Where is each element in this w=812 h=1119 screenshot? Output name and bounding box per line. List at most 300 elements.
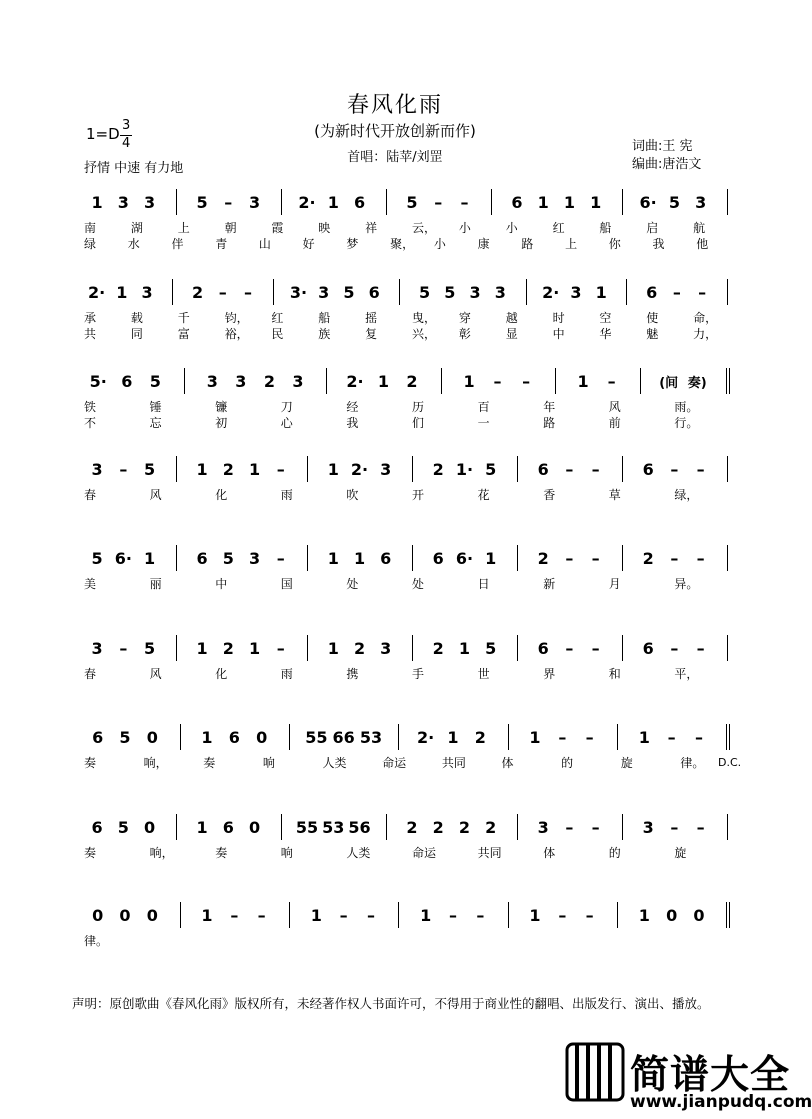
note: – <box>218 283 227 302</box>
note: 1 <box>595 283 607 302</box>
note: 2 <box>263 372 275 391</box>
note: 2· <box>88 283 106 302</box>
note: – <box>522 372 531 391</box>
note: 1 <box>327 460 339 479</box>
lyric: 使 <box>646 311 659 325</box>
barline <box>273 279 274 305</box>
barline <box>517 635 518 661</box>
lyric: 钧， <box>224 311 249 325</box>
note: 55 <box>295 818 319 837</box>
note: 53 <box>359 728 383 747</box>
lyric: 前 <box>608 416 621 430</box>
note: 0 <box>248 818 261 837</box>
lyric: 启 <box>646 221 659 235</box>
lyric: 小 <box>458 221 471 235</box>
lyric: 小 <box>433 237 446 251</box>
lyric: 命运 <box>412 846 437 860</box>
note: – <box>670 639 679 658</box>
lyric: 航 <box>693 221 706 235</box>
barline <box>398 902 399 928</box>
note: – <box>276 639 285 658</box>
barline <box>727 814 728 840</box>
lyric: 忘 <box>149 416 162 430</box>
lyric: 处 <box>346 577 359 591</box>
note: 1 <box>458 639 471 658</box>
note: 6· <box>639 193 657 212</box>
note: 3 <box>380 639 392 658</box>
lyric: 铁 <box>84 400 97 414</box>
lyric: 南 <box>84 221 97 235</box>
lyric: 历 <box>412 400 425 414</box>
note: 6 <box>368 283 380 302</box>
barline <box>289 902 290 928</box>
barline <box>184 368 185 394</box>
lyric: 旋 <box>620 756 633 770</box>
copyright-notice: 声明：原创歌曲《春风化雨》版权所有，未经著作权人书面许可，不得用于商业性的翻唱、出版发行、演出、播放。 <box>72 996 710 1011</box>
lyric: 月 <box>608 577 621 591</box>
note: 3 <box>642 818 654 837</box>
note: (间 <box>659 376 679 391</box>
note: – <box>591 639 600 658</box>
note: – <box>565 818 574 837</box>
barline <box>726 724 730 750</box>
note: 2 <box>458 818 471 837</box>
barline <box>412 545 413 571</box>
note: 5 <box>91 549 103 568</box>
note: 1 <box>420 906 432 925</box>
lyric: 世 <box>477 667 490 681</box>
barline <box>727 545 728 571</box>
barline <box>399 279 400 305</box>
note: 6 <box>121 372 133 391</box>
note: – <box>696 460 705 479</box>
note: 0 <box>256 728 268 747</box>
note: 0 <box>119 906 131 925</box>
singer-credit: 首唱：陆苹/刘罡 <box>347 150 443 165</box>
note: 3 <box>695 193 707 212</box>
note: 6 <box>222 818 234 837</box>
note: 3 <box>248 193 261 212</box>
note: 5 <box>485 460 497 479</box>
note: – <box>670 818 679 837</box>
lyric: 上 <box>177 221 190 235</box>
lyric: 风 <box>149 667 162 681</box>
time-signature-bottom: 4 <box>122 136 131 151</box>
lyric: 响 <box>280 846 293 860</box>
barline <box>412 456 413 482</box>
barline <box>441 368 442 394</box>
note: 3 <box>235 372 247 391</box>
note: 1 <box>91 193 103 212</box>
note: – <box>670 549 679 568</box>
song-title: 春风化雨 <box>346 93 443 118</box>
barline <box>555 368 556 394</box>
lyric: 响， <box>149 846 174 860</box>
note: 6 <box>537 460 549 479</box>
note: 3· <box>289 283 308 302</box>
note: – <box>585 906 594 925</box>
lyric: 穿 <box>458 311 471 325</box>
lyric: 开 <box>412 488 425 502</box>
note: 1 <box>196 639 208 658</box>
note: 6 <box>92 728 104 747</box>
barline <box>326 368 327 394</box>
barline <box>526 279 527 305</box>
note: 2 <box>432 460 444 479</box>
note: – <box>696 818 705 837</box>
note: 1 <box>485 549 497 568</box>
lyric: 响， <box>143 756 168 770</box>
note: 0 <box>144 818 156 837</box>
note: 1 <box>577 372 589 391</box>
note: 2 <box>353 639 366 658</box>
note: 1 <box>248 639 261 658</box>
lyric: 化 <box>215 667 228 681</box>
site-logo-name: 简谱大全 <box>630 1053 791 1098</box>
barline <box>289 724 290 750</box>
note: – <box>591 549 600 568</box>
note: – <box>591 460 600 479</box>
note: 3 <box>141 283 153 302</box>
barline <box>508 724 509 750</box>
note: – <box>119 460 128 479</box>
barline <box>307 545 308 571</box>
note: 6 <box>511 193 523 212</box>
note: 2 <box>222 639 234 658</box>
lyric: 经 <box>346 400 359 414</box>
note: 2 <box>642 549 654 568</box>
note: 6 <box>646 283 658 302</box>
note: 3 <box>292 372 304 391</box>
note: 1 <box>201 906 213 925</box>
note: – <box>119 639 128 658</box>
lyric: 平， <box>674 667 699 681</box>
lyric: 律。 <box>680 756 705 770</box>
note: 2 <box>222 460 234 479</box>
note: 5 <box>485 639 497 658</box>
barline <box>386 189 387 215</box>
note: 2 <box>432 818 444 837</box>
lyric: 伴 <box>171 237 184 251</box>
note: – <box>670 460 679 479</box>
note: 5 <box>144 460 156 479</box>
lyric: 命， <box>693 311 718 325</box>
note: 3 <box>91 460 103 479</box>
lyric: 族 <box>318 327 331 341</box>
lyric: 草 <box>608 488 621 502</box>
lyric: 心 <box>280 416 293 430</box>
piano-keys-icon <box>565 1040 625 1104</box>
barline <box>176 545 177 571</box>
note: – <box>224 193 233 212</box>
note: 5 <box>117 818 129 837</box>
note: 2· <box>542 283 560 302</box>
note: 1 <box>563 193 575 212</box>
lyric: 奏 <box>203 756 216 770</box>
lyric: 路 <box>521 237 534 251</box>
note: 2 <box>474 728 486 747</box>
lyric: 好 <box>302 237 315 251</box>
song-subtitle: (为新时代开放创新而作) <box>314 122 476 140</box>
barline <box>727 189 728 215</box>
note: 3 <box>144 193 156 212</box>
note: 5 <box>149 372 161 391</box>
note: – <box>565 460 574 479</box>
lyric: 风 <box>149 488 162 502</box>
note: 3 <box>380 460 392 479</box>
lyric: 化 <box>215 488 228 502</box>
barline <box>726 368 730 394</box>
lyric: 旋 <box>674 846 687 860</box>
note: – <box>585 728 594 747</box>
note: 1 <box>196 460 208 479</box>
note: 5 <box>668 193 680 212</box>
note: 5 <box>444 283 456 302</box>
note: 5 <box>222 549 234 568</box>
note: 6· <box>114 549 132 568</box>
note: 55 <box>305 728 328 747</box>
barline <box>726 902 730 928</box>
barline <box>517 545 518 571</box>
note: 3 <box>570 283 582 302</box>
note: 2 <box>485 818 497 837</box>
note: 56 <box>348 818 371 837</box>
note: 6 <box>642 460 654 479</box>
lyric: 年 <box>543 400 556 414</box>
barline <box>180 724 181 750</box>
lyric: 律。 <box>84 934 109 948</box>
note: – <box>607 372 616 391</box>
barline <box>626 279 627 305</box>
site-logo-url: www.jianpudq.com <box>630 1092 812 1112</box>
lyric: 力， <box>693 327 718 341</box>
lyric: 裕， <box>224 327 249 341</box>
note: 6 <box>380 549 392 568</box>
lyric: 人类 <box>322 756 347 770</box>
note: – <box>696 639 705 658</box>
lyric: 界 <box>543 667 556 681</box>
barline <box>517 456 518 482</box>
barline <box>727 635 728 661</box>
note: 5 <box>119 728 131 747</box>
note: 5 <box>144 639 156 658</box>
lyric: 奏 <box>215 846 228 860</box>
barline <box>281 814 282 840</box>
note: 2· <box>346 372 364 391</box>
note: – <box>476 906 485 925</box>
lyric: 船 <box>318 311 331 325</box>
lyric: 映 <box>318 221 331 235</box>
note: – <box>698 283 707 302</box>
lyric: 初 <box>215 416 228 430</box>
note: – <box>696 549 705 568</box>
note: 0 <box>92 906 104 925</box>
note: 0 <box>666 906 678 925</box>
note: – <box>257 906 266 925</box>
lyric: 处 <box>412 577 425 591</box>
note: 6 <box>353 193 366 212</box>
lyric: 锤 <box>149 400 162 414</box>
lyric: 霞 <box>271 221 284 235</box>
note: 3 <box>537 818 549 837</box>
lyric: 一 <box>477 416 490 430</box>
barline <box>172 279 173 305</box>
barline <box>617 902 618 928</box>
lyric: 美 <box>84 577 97 591</box>
lyric: 春 <box>84 488 97 502</box>
barline <box>508 902 509 928</box>
note: – <box>460 193 469 212</box>
lyric: 共同 <box>441 756 466 770</box>
lyric: 聚， <box>390 237 415 251</box>
note: – <box>276 549 285 568</box>
lyric: 云， <box>412 221 437 235</box>
lyric: 奏 <box>84 756 97 770</box>
note: 3 <box>117 193 129 212</box>
note: 0 <box>693 906 705 925</box>
barline <box>176 456 177 482</box>
lyric: 魅 <box>646 327 659 341</box>
barline <box>640 368 641 394</box>
lyric: 他 <box>696 237 709 251</box>
lyric: 承 <box>84 311 97 325</box>
note: 1 <box>144 549 156 568</box>
key-signature: 1=D <box>86 125 120 143</box>
note: 3 <box>494 283 506 302</box>
note: – <box>366 906 375 925</box>
barline <box>281 189 282 215</box>
lyric: 摇 <box>365 311 378 325</box>
note: 2· <box>350 460 369 479</box>
barline <box>176 635 177 661</box>
lyric: 雨。 <box>674 400 699 414</box>
lyric: 香 <box>543 488 556 502</box>
lyric: 湖 <box>130 221 143 235</box>
lyric: 新 <box>543 577 556 591</box>
lyric: 奏 <box>84 846 97 860</box>
lyric: 和 <box>608 667 621 681</box>
note: 2· <box>298 193 316 212</box>
note: – <box>230 906 239 925</box>
note: – <box>434 193 443 212</box>
note: 1 <box>116 283 128 302</box>
lyric: 镰 <box>215 400 228 414</box>
note: 2 <box>537 549 549 568</box>
note: 5· <box>89 372 107 391</box>
lyric: 绿 <box>84 237 97 251</box>
note: 1 <box>529 906 541 925</box>
barline <box>517 814 518 840</box>
note: 6 <box>228 728 240 747</box>
lyric: 共 <box>84 327 97 341</box>
lyric: 风 <box>608 400 621 414</box>
lyric: 路 <box>543 416 556 430</box>
time-signature-top: 3 <box>122 118 131 133</box>
note: 2 <box>406 372 418 391</box>
lyric: 小 <box>505 221 518 235</box>
lyric: 我 <box>652 237 665 251</box>
note: 3 <box>248 549 261 568</box>
barline <box>412 635 413 661</box>
note: 3 <box>91 639 103 658</box>
lyric: 的 <box>608 846 621 860</box>
barline <box>617 724 618 750</box>
note: 1 <box>310 906 322 925</box>
lyric: 雨 <box>280 667 293 681</box>
note: 6· <box>455 549 474 568</box>
lyric: 体 <box>501 756 514 770</box>
lyric: 红 <box>552 221 565 235</box>
lyric: 富 <box>177 327 190 341</box>
lyric: 花 <box>477 488 490 502</box>
barline <box>622 635 623 661</box>
lyric: 日 <box>477 577 490 591</box>
barline <box>622 189 623 215</box>
barline <box>727 456 728 482</box>
lyric: 山 <box>258 237 271 251</box>
barline <box>307 635 308 661</box>
lyric: 兴， <box>412 327 437 341</box>
lyric: 的 <box>561 756 574 770</box>
lyric: 彰 <box>458 327 471 341</box>
barline <box>386 814 387 840</box>
lyric: 红 <box>271 311 284 325</box>
note: – <box>558 728 567 747</box>
note: 5 <box>196 193 208 212</box>
note: 1 <box>638 906 650 925</box>
barline <box>622 814 623 840</box>
note: 6 <box>432 549 444 568</box>
lyric: 命运 <box>382 756 407 770</box>
lyric: 曳， <box>412 311 437 325</box>
note: 1 <box>327 549 339 568</box>
lyric: 携 <box>346 667 359 681</box>
note: 1 <box>537 193 549 212</box>
lyric: 民 <box>271 327 284 341</box>
lyric: 共同 <box>477 846 502 860</box>
note: – <box>565 639 574 658</box>
lyric: 越 <box>505 311 518 325</box>
note: 6 <box>642 639 654 658</box>
note: – <box>672 283 681 302</box>
note: 1 <box>201 728 213 747</box>
note: – <box>694 728 703 747</box>
lyricist-credit: 词曲:王 宪 <box>632 139 693 154</box>
lyric: 刀 <box>280 400 293 414</box>
lyric: 你 <box>608 237 621 251</box>
lyric: 中 <box>552 327 565 341</box>
lyric: 康 <box>477 237 490 251</box>
note: 66 <box>332 728 355 747</box>
note: 3 <box>206 372 218 391</box>
barline <box>398 724 399 750</box>
lyric: 祥 <box>365 221 378 235</box>
barline <box>491 189 492 215</box>
lyric: 朝 <box>224 221 237 235</box>
lyric: 水 <box>127 237 140 251</box>
note: 2 <box>406 818 418 837</box>
lyric: 不 <box>84 416 97 430</box>
note: 6 <box>91 818 103 837</box>
note: – <box>558 906 567 925</box>
lyric: 行。 <box>674 416 699 430</box>
note: 2 <box>432 639 444 658</box>
note: 1 <box>196 818 208 837</box>
arranger-credit: 编曲:唐浩文 <box>632 157 702 172</box>
lyric: 丽 <box>149 577 162 591</box>
barline <box>176 189 177 215</box>
note: 1 <box>447 728 459 747</box>
